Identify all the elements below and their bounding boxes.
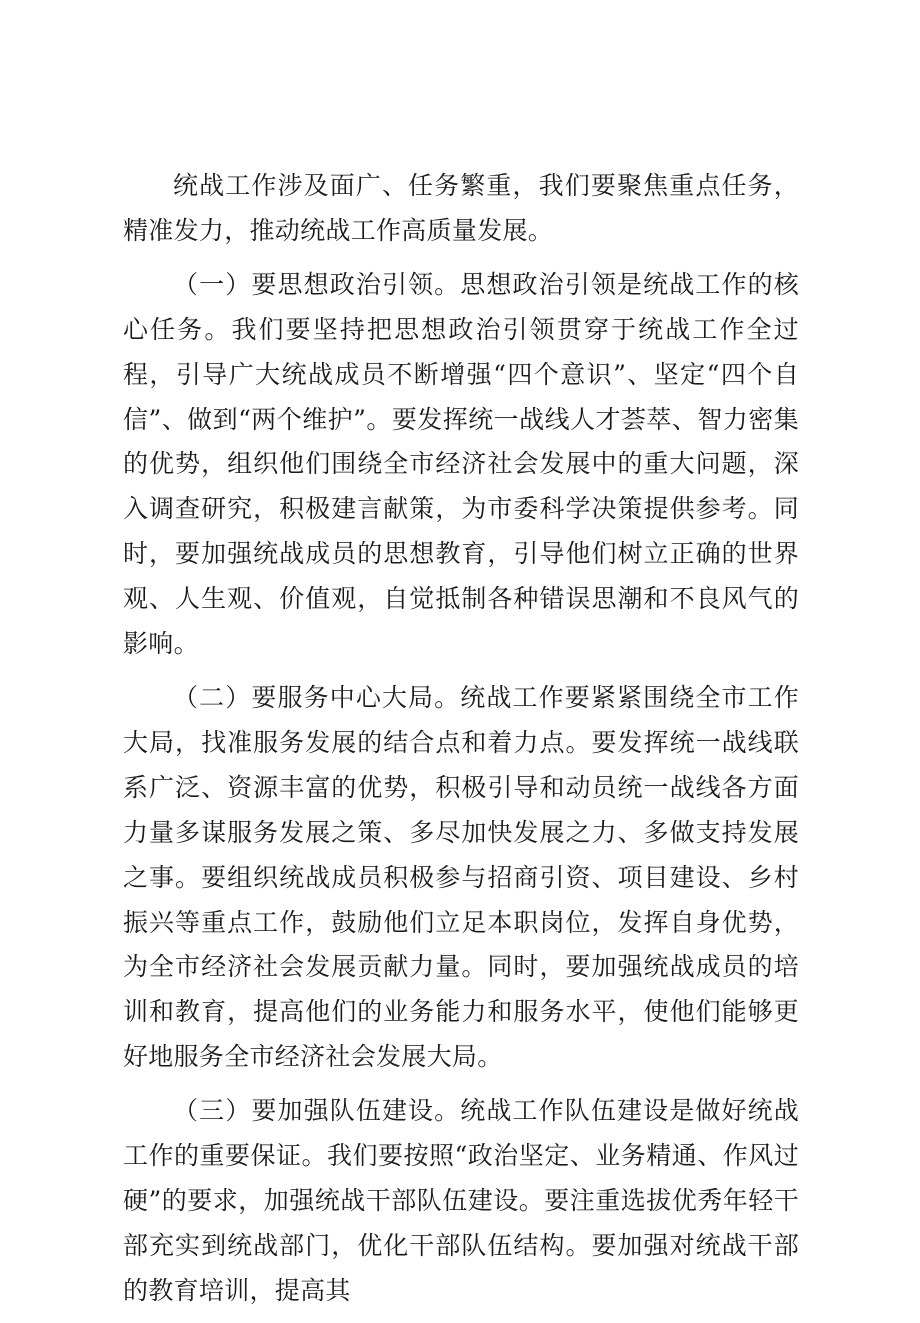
section-2-paragraph: （二）要服务中心大局。统战工作要紧紧围绕全市工作大局，找准服务发展的结合点和着力点。要发挥统一战线联系广泛、资源丰富的优势，积极引导和动员统一战线各方面力量多谋服务发展之策、多尽加快发展之力、多做支持发展之事。要组织统战成员积极参与招商引资、项目建设、乡村振兴等重点工作，鼓励他们立足本职岗位，发挥自身优势，为全市经济社会发展贡献力量。同时，要加强统战成员的培训和教育，提高他们的业务能力和服务水平，使他们能够更好地服务全市经济社会发展大局。 xyxy=(123,682,799,1072)
document-body xyxy=(123,164,799,1323)
section-1-paragraph: （一）要思想政治引领。思想政治引领是统战工作的核心任务。我们要坚持把思想政治引领贯穿于统战工作全过程，引导广大统战成员不断增强“四个意识”、坚定“四个自信”、做到“两个维护”。要发挥统一战线人才荟萃、智力密集的优势，组织他们围绕全市经济社会发展中的重大问题，深入调查研究，积极建言献策，为市委科学决策提供参考。同时，要加强统战成员的思想教育，引导他们树立正确的世界观、人生观、价值观，自觉抵制各种错误思潮和不良风气的影响。 xyxy=(123,269,799,659)
section-3-paragraph: （三）要加强队伍建设。统战工作队伍建设是做好统战工作的重要保证。我们要按照“政治坚定、业务精通、作风过硬”的要求，加强统战干部队伍建设。要注重选拔优秀年轻干部充实到统战部门，优化干部队伍结构。要加强对统战干部的教育培训，提高其 xyxy=(123,1096,799,1305)
intro-paragraph: 统战工作涉及面广、任务繁重，我们要聚焦重点任务，精准发力，推动统战工作高质量发展。 xyxy=(123,171,799,245)
